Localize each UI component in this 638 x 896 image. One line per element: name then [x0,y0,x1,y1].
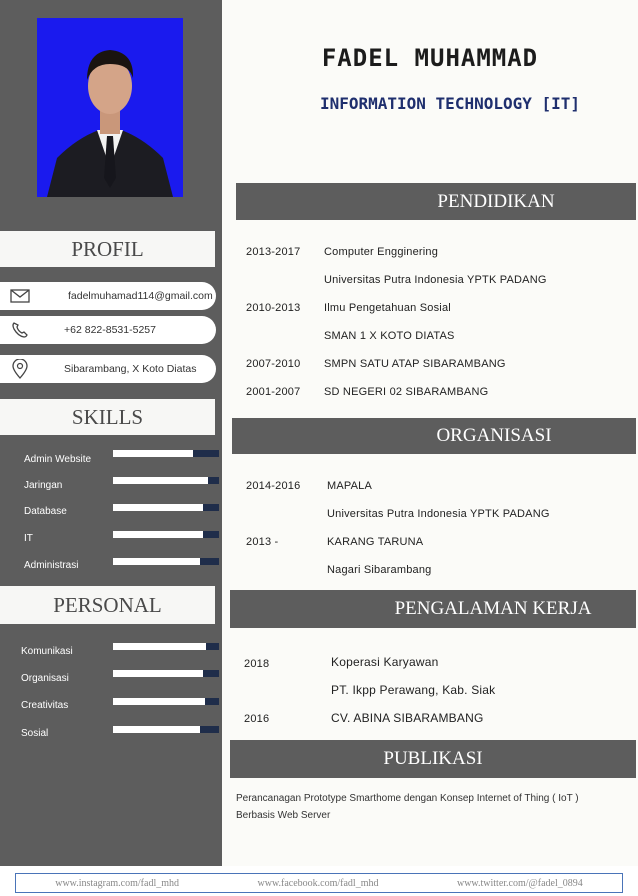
facebook-link[interactable]: www.facebook.com/fadl_mhd [257,877,379,889]
skill-label: IT [24,533,33,544]
phone-icon [0,321,40,339]
skill-bar [113,477,219,484]
publikasi-line: Berbasis Web Server [236,810,331,821]
phone-row [0,316,216,344]
organisasi-year: 2013 - [246,536,279,548]
skills-heading: SKILLS [0,399,215,435]
pendidikan-text: SMAN 1 X KOTO DIATAS [324,330,455,342]
personal-label: Organisasi [21,673,69,684]
skill-label: Database [24,506,67,517]
twitter-link[interactable]: www.twitter.com/@fadel_0894 [456,877,583,889]
pendidikan-year: 2013-2017 [246,246,301,258]
organisasi-text: MAPALA [327,480,373,492]
personal-bar [113,726,219,733]
pendidikan-heading: PENDIDIKAN [236,183,636,220]
pendidikan-text: SD NEGERI 02 SIBARAMBANG [324,386,489,398]
phone-text: +62 822-8531-5257 [64,324,156,336]
personal-label: Sosial [21,728,49,739]
organisasi-year: 2014-2016 [246,480,301,492]
personal-label: Creativitas [21,700,69,711]
profile-heading: PROFIL [0,231,215,267]
skill-label: Admin Website [24,454,92,465]
personal-bar [113,643,219,650]
pengalaman-text: CV. ABINA SIBARAMBANG [331,711,484,725]
skill-bar [113,450,219,457]
organisasi-heading: ORGANISASI [232,418,636,454]
pendidikan-year: 2001-2007 [246,386,301,398]
pengalaman-year: 2016 [244,713,270,725]
skill-bar [113,504,219,511]
skill-bar [113,558,219,565]
skill-label: Administrasi [24,560,79,571]
pendidikan-text: Universitas Putra Indonesia YPTK PADANG [324,274,547,286]
pendidikan-year: 2010-2013 [246,302,301,314]
email-row [0,282,216,310]
footer-links [15,873,623,893]
job-title: INFORMATION TECHNOLOGY [IT] [319,94,581,113]
pengalaman-year: 2018 [244,658,270,670]
personal-bar [113,670,219,677]
instagram-link[interactable]: www.instagram.com/fadl_mhd [55,877,180,889]
personal-label: Komunikasi [21,646,73,657]
organisasi-text: Universitas Putra Indonesia YPTK PADANG [327,508,550,520]
pendidikan-text: Computer Engginering [324,246,439,258]
email-text[interactable]: fadelmuhamad114@gmail.com [68,290,213,302]
skill-label: Jaringan [24,480,63,491]
address-text: Sibarambang, X Koto Diatas [64,363,197,375]
personal-bar [113,698,219,705]
pendidikan-text: SMPN SATU ATAP SIBARAMBANG [324,358,506,370]
pengalaman-text: PT. Ikpp Perawang, Kab. Siak [331,683,496,697]
person-name: FADEL MUHAMMAD [321,44,539,72]
pendidikan-text: Ilmu Pengetahuan Sosial [324,302,451,314]
address-row [0,355,216,383]
pendidikan-year: 2007-2010 [246,358,301,370]
organisasi-text: Nagari Sibarambang [327,564,432,576]
publikasi-heading: PUBLIKASI [230,740,636,778]
profile-photo [37,18,183,197]
skill-bar [113,531,219,538]
location-pin-icon [0,359,40,379]
publikasi-line: Perancanagan Prototype Smarthome dengan Konsep Internet of Thing ( IoT ) [236,793,579,804]
personal-heading: PERSONAL [0,586,215,624]
pengalaman-text: Koperasi Karyawan [331,655,439,669]
mail-icon [0,289,40,303]
organisasi-text: KARANG TARUNA [327,536,424,548]
pengalaman-heading: PENGALAMAN KERJA [230,590,636,628]
